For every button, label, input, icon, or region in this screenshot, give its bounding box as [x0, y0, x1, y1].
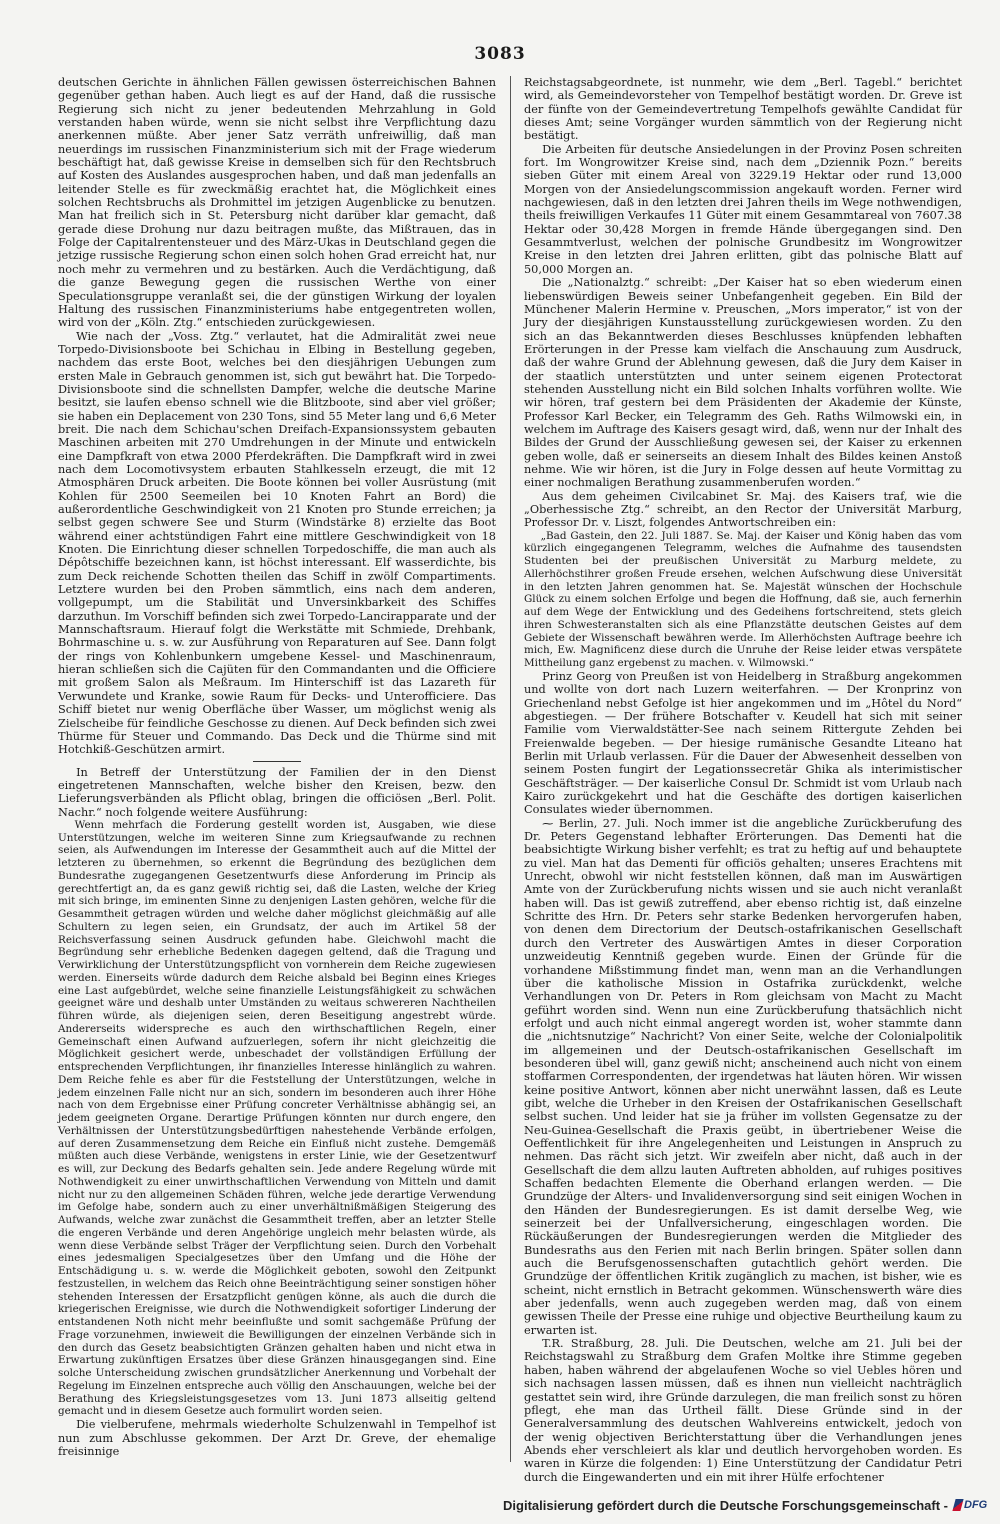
- article-columns: [58, 76, 966, 1484]
- column-divider: [510, 76, 511, 1462]
- left-paragraph-3: In Betreff der Unterstützung der Familien der in den Dienst eingetretenen Mannschaften, welche bisher den Kreisen, bezw. den Lieferungsverbänden als Pflicht oblag, bringen die officiösen „Berl. Polit. Nachr.“ noch folgende weitere Ausführung:: [58, 765, 496, 819]
- right-paragraph-7: ⁓ Berlin, 27. Juli. Noch immer ist die angebliche Zurückberufung des Dr. Peters Gegenstand lebhafter Erörterungen. Das Dementi hat die beabsichtigte Wirkung bisher verfehlt; es trat zu heftig auf und behauptete zu viel. Man hat das Dementi für officiös gehalten; unseres Erachtens mit Unrecht, obwohl wir nicht feststellen können, daß man im Auswärtigen Amte von der Zurückberufung nichts wissen und sie auch nicht veranlaßt haben will. Das ist gewiß zutreffend, aber ebenso richtig ist, daß einzelne Schritte des Hrn. Dr. Peters sehr starke Bedenken hervorgerufen haben, von denen dem Directorium der Deutsch-ostafrikanischen Gesellschaft durch den Vertreter des Auswärtigen Amtes in dieser Corporation unzweideutig Kenntniß gegeben wurde. Einen der Gründe für die vorhandene Mißstimmung findet man, wenn man an die Verhandlungen über die katholische Mission in Ostafrika zurückdenkt, welche Verhandlungen von Dr. Peters in Rom gleichsam von Macht zu Macht geführt worden sind. Wenn nun eine Zurückberufung thatsächlich nicht erfolgt und auch nicht einmal angeregt worden ist, woher stammte dann die „nichtsnutzige“ Nachricht? Von einer Seite, welche der Colonialpolitik im allgemeinen und der Deutsch-ostafrikanischen Gesellschaft im besonderen übel will, ganz gewiß nicht; anscheinend auch nicht von einem stoffarmen Correspondenten, der irgendetwas hat läuten hören. Wir wissen keine positive Antwort, können aber nicht unerwähnt lassen, daß es Leute gibt, welche die Urheber in den Kreisen der Ostafrikanischen Gesellschaft selbst suchen. Und leider hat sie ja früher im vollsten Gegensatze zu der Neu-Guinea-Gesellschaft die Praxis geübt, in übertriebener Weise die Oeffentlichkeit für ihre Angelegenheiten und Leistungen in Anspruch zu nehmen. Das rächt sich jetzt. Wir zweifeln aber nicht, daß auch in der Gesellschaft die dem allzu lauten Auftreten abholden, auf ruhiges positives Schaffen bedachten Elemente die Oberhand erlangen werden. — Die Grundzüge der Alters- und Invalidenversorgung sind seit einigen Wochen in den Händen der Bundesregierungen. Es ist damit derselbe Weg, wie seinerzeit bei der Unfallversicherung, eingeschlagen worden. Die Rückäußerungen der Bundesregierungen werden die Mitglieder des Bundesraths aus den Ferien mit nach Berlin bringen. Später sollen dann auch die Berufsgenossenschaften gutachtlich gehört werden. Die Grundzüge der öffentlichen Kritik zugänglich zu machen, ist bisher, wie es scheint, nicht ernstlich in Betracht gekommen. Wünschenswerth wäre dies aber jedenfalls, wenn auch zugegeben werden mag, daß von einem gewissen Theile der Presse eine ruhige und objective Beurtheilung kaum zu erwarten ist.: [524, 816, 962, 1337]
- right-paragraph-5: „Bad Gastein, den 22. Juli 1887. Se. Maj. der Kaiser und König haben das vom kürzlich eingegangenen Telegramm, welches die Aufnahme des tausendsten Studenten bei der preußischen Universität zu Marburg meldete, zu Allerhöchstihrer großen Freude ersehen, welchen Aufschwung diese Universität in den letzten Jahren genommen hat. Se. Majestät wünschen der Hochschule Glück zu einem solchen Erfolge und begen die Hoffnung, daß sie, auch fernerhin auf dem Wege der Entwicklung und des Gedeihens fortschreitend, stets gleich ihren Schwesteranstalten sich als eine Pflanzstätte deutschen Geistes auf dem Gebiete der Wissenschaft bewähren werde. Im Allerhöchsten Auftrage beehre ich mich, Ew. Magnificenz diese durch die Unruhe der Reise leider etwas verspätete Mittheilung ganz ergebenst zu machen. v. Wilmowski.“: [524, 529, 962, 670]
- right-paragraph-6: Prinz Georg von Preußen ist von Heidelberg in Straßburg angekommen und wollte von dort nach Luzern weiterfahren. — Der Kronprinz von Griechenland nebst Gefolge ist hier angekommen und im „Hôtel du Nord“ abgestiegen. — Der frühere Botschafter v. Keudell hat sich mit seiner Familie vom Vierwaldstätter-See nach seinem Rittergute Zehden bei Freienwalde begeben. — Der hiesige rumänische Gesandte Liteano hat Berlin mit Urlaub verlassen. Für die Dauer der Abwesenheit desselben von seinem Posten fungirt der Legationssecretär Ghika als interimistischer Geschäftsträger. — Der kaiserliche Consul Dr. Schmidt ist vom Urlaub nach Kairo zurückgekehrt und hat die Geschäfte des dortigen kaiserlichen Consulates wieder übernommen.: [524, 669, 962, 817]
- dfg-logo: [954, 1496, 992, 1514]
- footer-credit: Digitalisierung gefördert durch die Deutsche Forschungsgemeinschaft -: [503, 1498, 948, 1513]
- right-paragraph-4: Aus dem geheimen Civilcabinet Sr. Maj. des Kaisers traf, wie die „Oberhessische Ztg.“ schreibt, an den Rector der Universität Marburg, Professor Dr. v. Liszt, folgendes Antwortschreiben ein:: [524, 489, 962, 530]
- right-paragraph-8: T.R. Straßburg, 28. Juli. Die Deutschen, welche am 21. Juli bei der Reichstagswahl zu Straßburg dem Grafen Moltke ihre Stimme gegeben haben, haben während der abgelaufenen Woche so viel Uebles hören und sich nachsagen lassen müssen, daß es ihnen nun vielleicht nachträglich gestattet sein wird, ihre Gründe darzulegen, die man freilich sonst zu hören pflegt, ehe man das Urtheil fällt. Diese Gründe sind in der Generalversammlung des deutschen Wahlvereins entwickelt, jedoch von der wenig objectiven Berichterstattung über die Verhandlungen jenes Abends eher verschleiert als klar und deutlich hervorgehoben worden. Es waren in Kürze die folgenden: 1) Eine Unterstützung der Candidatur Petri durch die Eingewanderten und ein mit ihrer Hülfe erfochtener: [524, 1337, 962, 1484]
- dfg-logo-icon: [952, 1499, 963, 1511]
- right-paragraph-3: Die „Nationalztg.“ schreibt: „Der Kaiser hat so eben wiederum einen liebenswürdigen Beweis seiner Unbefangenheit gegeben. Ein Bild der Münchener Malerin Hermine v. Preuschen, „Mors imperator,“ ist von der Jury der diesjährigen Kunstausstellung zurückgewiesen worden. Zu den sich an das Bekanntwerden dieses Beschlusses knüpfenden lebhaften Erörterungen in der Presse kam vielfach die Anschauung zum Ausdruck, daß der wahre Grund der Ablehnung gewesen, daß die Jury dem Kaiser in der staatlich unterstützten und unter seinem eigenen Protectorat stehenden Ausstellung nicht ein Bild solchen Inhalts vorführen wollte. Wie wir hören, traf gestern bei dem Präsidenten der Akademie der Künste, Professor Karl Becker, ein Telegramm des Geh. Raths Wilmowski ein, in welchem im Auftrage des Kaisers gesagt wird, daß, wenn nur der Inhalt des Bildes der Grund der Ausschließung gewesen sei, der Kaiser zu erkennen geben wolle, daß er seinerseits an diesem Inhalt des Bildes keinen Anstoß nehme. Wie wir hören, ist die Jury in Folge dessen auf heute Vormittag zu einer nochmaligen Berathung zusammenberufen worden.“: [524, 276, 962, 490]
- left-paragraph-1: deutschen Gerichte in ähnlichen Fällen gewissen österreichischen Bahnen gegenüber gethan haben. Auch liegt es auf der Hand, daß die russische Regierung sich nicht zu jener bedeutenden Mehrzahlung in Gold verstanden haben würde, wenn sie nicht selbst ihre Verpflichtung dazu anerkennen müßte. Aber jener Satz verräth unfreiwillig, daß man neuerdings im russischen Finanzministerium sich mit der Frage wiederum beschäftigt hat, daß gewisse Kreise in demselben sich für den Rechtsbruch auf Kosten des Auslandes ausgesprochen haben, und daß man jedenfalls an leitender Stelle es für zweckmäßig erachtet hat, die Möglichkeit eines solchen Rechtsbruchs als Drohmittel im jetzigen Augenblicke zu benutzen. Man hat freilich sich in St. Petersburg nicht darüber klar gemacht, daß gerade diese Drohung nur dazu beitragen mußte, das Mißtrauen, das in Folge der Capitalrentensteuer und des März-Ukas in Deutschland gegen die jetzige russische Regierung schon einen solch hohen Grad erreicht hat, nur noch mehr zu vermehren und zu bestärken. Auch die Verdächtigung, daß die ganze Bewegung gegen die russischen Werthe von einer Speculationsgruppe veranlaßt sei, die der günstigen Wirkung der loyalen Haltung des russischen Finanzministeriums habe entgegentreten wollen, wird von der „Köln. Ztg.“ entschieden zurückgewiesen.: [58, 76, 496, 330]
- dfg-logo-text: DFG: [964, 1499, 988, 1511]
- left-paragraph-5: Die vielberufene, mehrmals wiederholte Schulzenwahl in Tempelhof ist nun zum Abschlusse gekommen. Der Arzt Dr. Greve, der ehemalige freisinnige: [58, 1418, 496, 1458]
- right-paragraph-2: Die Arbeiten für deutsche Ansiedelungen in der Provinz Posen schreiten fort. Im Wongrowitzer Kreise sind, nach dem „Dziennik Pozn.“ bereits sieben Güter mit einem Areal von 3229.19 Hektar oder rund 13,000 Morgen von der Ansiedelungscommission angekauft worden. Ferner wird nachgewiesen, daß in den letzten drei Jahren theils im Wege nothwendigen, theils freiwilligen Verkaufes 11 Güter mit einem Gesammtareal von 7607.38 Hektar oder 30,428 Morgen in fremde Hände übergegangen sind. Den Gesammtverlust, welchen der polnische Grundbesitz im Wongrowitzer Kreise in den letzten drei Jahren erlitten, gibt das polnische Blatt auf 50,000 Morgen an.: [524, 142, 962, 276]
- page-number: 3083: [474, 44, 526, 64]
- left-paragraph-2: Wie nach der „Voss. Ztg.“ verlautet, hat die Admiralität zwei neue Torpedo-Divisionsboote bei Schichau in Elbing in Bestellung gegeben, nachdem das erste Boot, welches bei den diesjährigen Uebungen zum ersten Male in Gebrauch genommen ist, sich gut bewährt hat. Die Torpedo-Divisionsboote sind die schnellsten Dampfer, welche die deutsche Marine besitzt, sie laufen ebenso schnell wie die Blitzboote, sind aber viel größer; sie haben ein Deplacement von 230 Tons, sind 55 Meter lang und 6,6 Meter breit. Die nach dem Schichau'schen Dreifach-Expansionssystem gebauten Maschinen arbeiten mit 270 Umdrehungen in der Minute und entwickeln eine Dampfkraft von etwa 2000 Pferdekräften. Die Dampfkraft wird in zwei nach dem Locomotivsystem erbauten Stahlkesseln erzeugt, die mit 12 Atmosphären Druck arbeiten. Die Boote können bei voller Ausrüstung (mit Kohlen für 2500 Seemeilen bei 10 Knoten Fahrt an Bord) die außerordentliche Geschwindigkeit von 21 Knoten pro Stunde erreichen; ja selbst gegen schwere See und Sturm (Windstärke 8) erzielte das Boot während einer achtstündigen Fahrt eine mittlere Geschwindigkeit von 18 Knoten. Die Einrichtung dieser schnellen Torpedoschiffe, die man auch als Dépôtschiffe bezeichnen kann, ist höchst interessant. Elf wasserdichte, bis zum Deck reichende Schotten theilen das Schiff in zwölf Compartiments. Letztere wurden bei den Proben sämmtlich, eins nach dem anderen, vollgepumpt, um die Stabilität und Unversinkbarkeit des Schiffes darzuthun. Im Vorschiff befinden sich zwei Torpedo-Lancirapparate und der Mannschaftsraum. Hierauf folgt die Werkstätte mit Schmiede, Drehbank, Bohrmaschine u. s. w. zur Ausführung von Reparaturen auf See. Dann folgt der rings von Kohlenbunkern umgebene Kessel- und Maschinenraum, hieran schließen sich die Cajüten für den Commandanten und die Officiere mit großem Salon als Meßraum. Im Hinterschiff ist das Lazareth für Verwundete und Kranke, sowie Raum für Decks- und Unterofficiere. Das Schiff bietet nur wenig Oberfläche über Wasser, um möglichst wenig als Zielscheibe für feindliche Geschosse zu dienen. Auf Deck befinden sich zwei Thürme für Steuer und Commando. Das Deck und die Thürme sind mit Hotchkiß-Geschützen armirt.: [58, 329, 496, 757]
- left-column: [58, 76, 496, 1462]
- section-divider: [253, 761, 301, 762]
- footer: [0, 1490, 1000, 1524]
- right-paragraph-1: Reichstagsabgeordnete, ist nunmehr, wie dem „Berl. Tagebl.“ berichtet wird, als Gemeindevorsteher von Tempelhof bestätigt worden. Dr. Greve ist der fünfte von der Gemeindevertretung Tempelhofs gewählte Candidat für dieses Amt; seine Vorgänger wurden sämmtlich von der Regierung nicht bestätigt.: [524, 76, 962, 143]
- left-paragraph-4: Wenn mehrfach die Forderung gestellt worden ist, Ausgaben, wie diese Unterstützungen, welche im weiteren Sinne zum Kriegsaufwande zu rechnen seien, als Aufwendungen im Interesse der Gesammtheit auch auf die Mittel der letzteren zu übernehmen, so erkennt die Begründung des bezüglichen dem Bundesrathe zugegangenen Gesetzentwurfs diese Anforderung im Princip als gerechtfertigt an, da es ganz gewiß richtig sei, daß die Lasten, welche der Krieg mit sich bringe, im eminenten Sinne zu denjenigen Lasten gehören, welche für die Gesammtheit getragen würden und welche daher möglichst gleichmäßig auf alle Schultern zu legen seien, ein Grundsatz, der auch im Artikel 58 der Reichsverfassung seinen Ausdruck gefunden habe. Gleichwohl macht die Begründung sehr erhebliche Bedenken dagegen geltend, daß die Tragung und Verwirklichung der Unterstützungspflicht von vornherein dem Reiche zugewiesen werden. Einerseits würde dadurch dem Reiche alsbald bei Beginn eines Krieges eine Last aufgebürdet, welche seine finanzielle Leistungsfähigkeit zu schwächen geeignet wäre und deshalb unter Umständen zu weitaus schwereren Nachtheilen führen würde, als diejenigen seien, deren Beseitigung angestrebt würde. Andererseits widerspreche es auch den wirthschaftlichen Regeln, einer Gemeinschaft einen Aufwand aufzuerlegen, sofern ihr nicht gleichzeitig die Möglichkeit gesichert werde, unbeschadet der vollständigen Erfüllung der entsprechenden Verpflichtungen, ihr finanzielles Interesse hinlänglich zu wahren. Dem Reiche fehle es aber für die Feststellung der Unterstützungen, welche in jedem einzelnen Falle nicht nur an sich, sondern im besonderen auch ihrer Höhe nach von dem Ergebnisse einer Prüfung concreter Verhältnisse abhängig sei, an jedem geeigneten Organe. Derartige Prüfungen könnten nur durch engere, den Verhältnissen der Unterstützungsbedürftigen nahestehende Verbände erfolgen, auf deren Zusammensetzung dem Reiche ein Einfluß nicht zustehe. Demgemäß müßten auch diese Verbände, wenigstens in erster Linie, wie der Gesetzentwurf es will, zur Deckung des Bedarfs gehalten sein. Jede andere Regelung würde mit Nothwendigkeit zu einer unwirthschaftlichen Verwendung von Mitteln und damit nicht nur zu den allgemeinen Schäden führen, welche jede derartige Verwendung im Gefolge habe, sondern auch zu einer unverhältnißmäßigen Steigerung des Aufwands, welche zwar zunächst die Gesammtheit treffen, aber an letzter Stelle die engeren Verbände und deren Angehörige ungleich mehr belasten würde, als wenn diese Verbände selbst Träger der Verpflichtung seien. Durch den Vorbehalt eines jedesmaligen Specialgesetzes über den Umfang und die Höhe der Entschädigung u. s. w. werde die Möglichkeit geboten, sowohl den Zeitpunkt festzustellen, in welchem das Reich ohne Beeinträchtigung seiner sonstigen höher stehenden Interessen der Ersatzpflicht genügen könne, als auch die durch die kriegerischen Ereignisse, wie durch die Nothwendigkeit sofortiger Linderung der entstandenen Noth nicht mehr beeinflußte und somit sachgemäße Prüfung der Frage vorzunehmen, inwieweit die Bewilligungen der einzelnen Verbände sich in den durch das Gesetz beabsichtigten Gränzen gehalten haben und nicht etwa in Erwartung zukünftigen Ersatzes über diese Gränzen hinausgegangen sind. Eine solche Unterscheidung zwischen grundsätzlicher Anerkennung und Vorbehalt der Regelung im Einzelnen entspreche auch völlig den Anschauungen, welche bei der Berathung des Kriegsleistungsgesetzes vom 13. Juni 1873 allseitig geltend gemacht und in diesem Gesetze auch formulirt worden seien.: [58, 818, 496, 1418]
- right-column: [524, 76, 962, 1484]
